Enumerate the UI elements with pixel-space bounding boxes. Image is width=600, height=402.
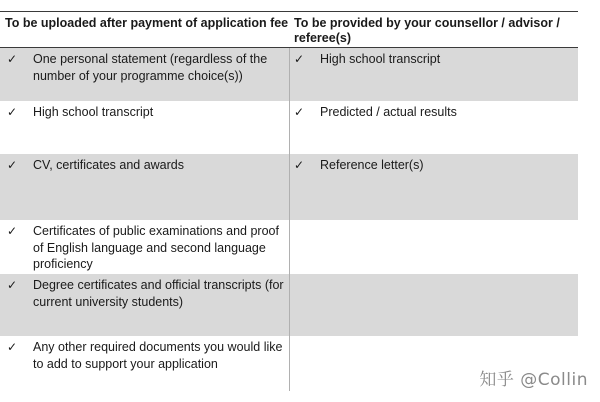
row-2-left-text: High school transcript [33, 105, 154, 119]
row-5-right-cell [289, 274, 578, 336]
checkmark-icon: ✓ [7, 340, 18, 354]
table-header [0, 12, 578, 48]
checkmark-icon: ✓ [294, 52, 305, 66]
row-3-left-text: CV, certificates and awards [33, 158, 185, 172]
checkmark-icon: ✓ [7, 105, 18, 119]
checkmark-icon: ✓ [7, 224, 18, 238]
row-3-left-cell [0, 154, 289, 220]
row-6-left-cell [0, 336, 289, 391]
checkmark-icon: ✓ [7, 278, 18, 292]
table-row [0, 48, 578, 101]
row-1-left-cell [0, 48, 289, 101]
checkmark-icon: ✓ [7, 158, 18, 172]
checkmark-icon: ✓ [294, 158, 305, 172]
header-uploaded-after-payment: To be uploaded after payment of application fee [5, 16, 289, 30]
row-4-right-cell [289, 220, 578, 274]
checkmark-icon: ✓ [294, 105, 305, 119]
row-2-left-cell [0, 101, 289, 154]
checkmark-icon: ✓ [7, 52, 18, 66]
header-provided-by-counsellor: To be provided by your counsellor / advisor / referee(s) [294, 16, 560, 45]
row-4-left-text: Certificates of public examinations and proof of English language and second language proficiency [33, 224, 279, 271]
row-5-left-text: Degree certificates and official transcripts (for current university students) [33, 278, 284, 309]
table-row [0, 154, 578, 220]
zhihu-watermark: 知乎 @Collin [479, 370, 588, 390]
row-4-left-cell [0, 220, 289, 274]
row-3-right-cell [289, 154, 578, 220]
row-1-right-cell [289, 48, 578, 101]
row-1-left-text: One personal statement (regardless of the number of your programme choice(s)) [33, 52, 268, 83]
table-row [0, 101, 578, 154]
requirements-table [0, 11, 578, 391]
row-2-right-cell [289, 101, 578, 154]
row-1-right-text: High school transcript [320, 52, 441, 66]
table-row [0, 220, 578, 274]
table-row [0, 274, 578, 336]
row-6-left-text: Any other required documents you would like to add to support your application [33, 340, 283, 371]
row-2-right-text: Predicted / actual results [320, 105, 457, 119]
row-5-left-cell [0, 274, 289, 336]
row-3-right-text: Reference letter(s) [320, 158, 424, 172]
